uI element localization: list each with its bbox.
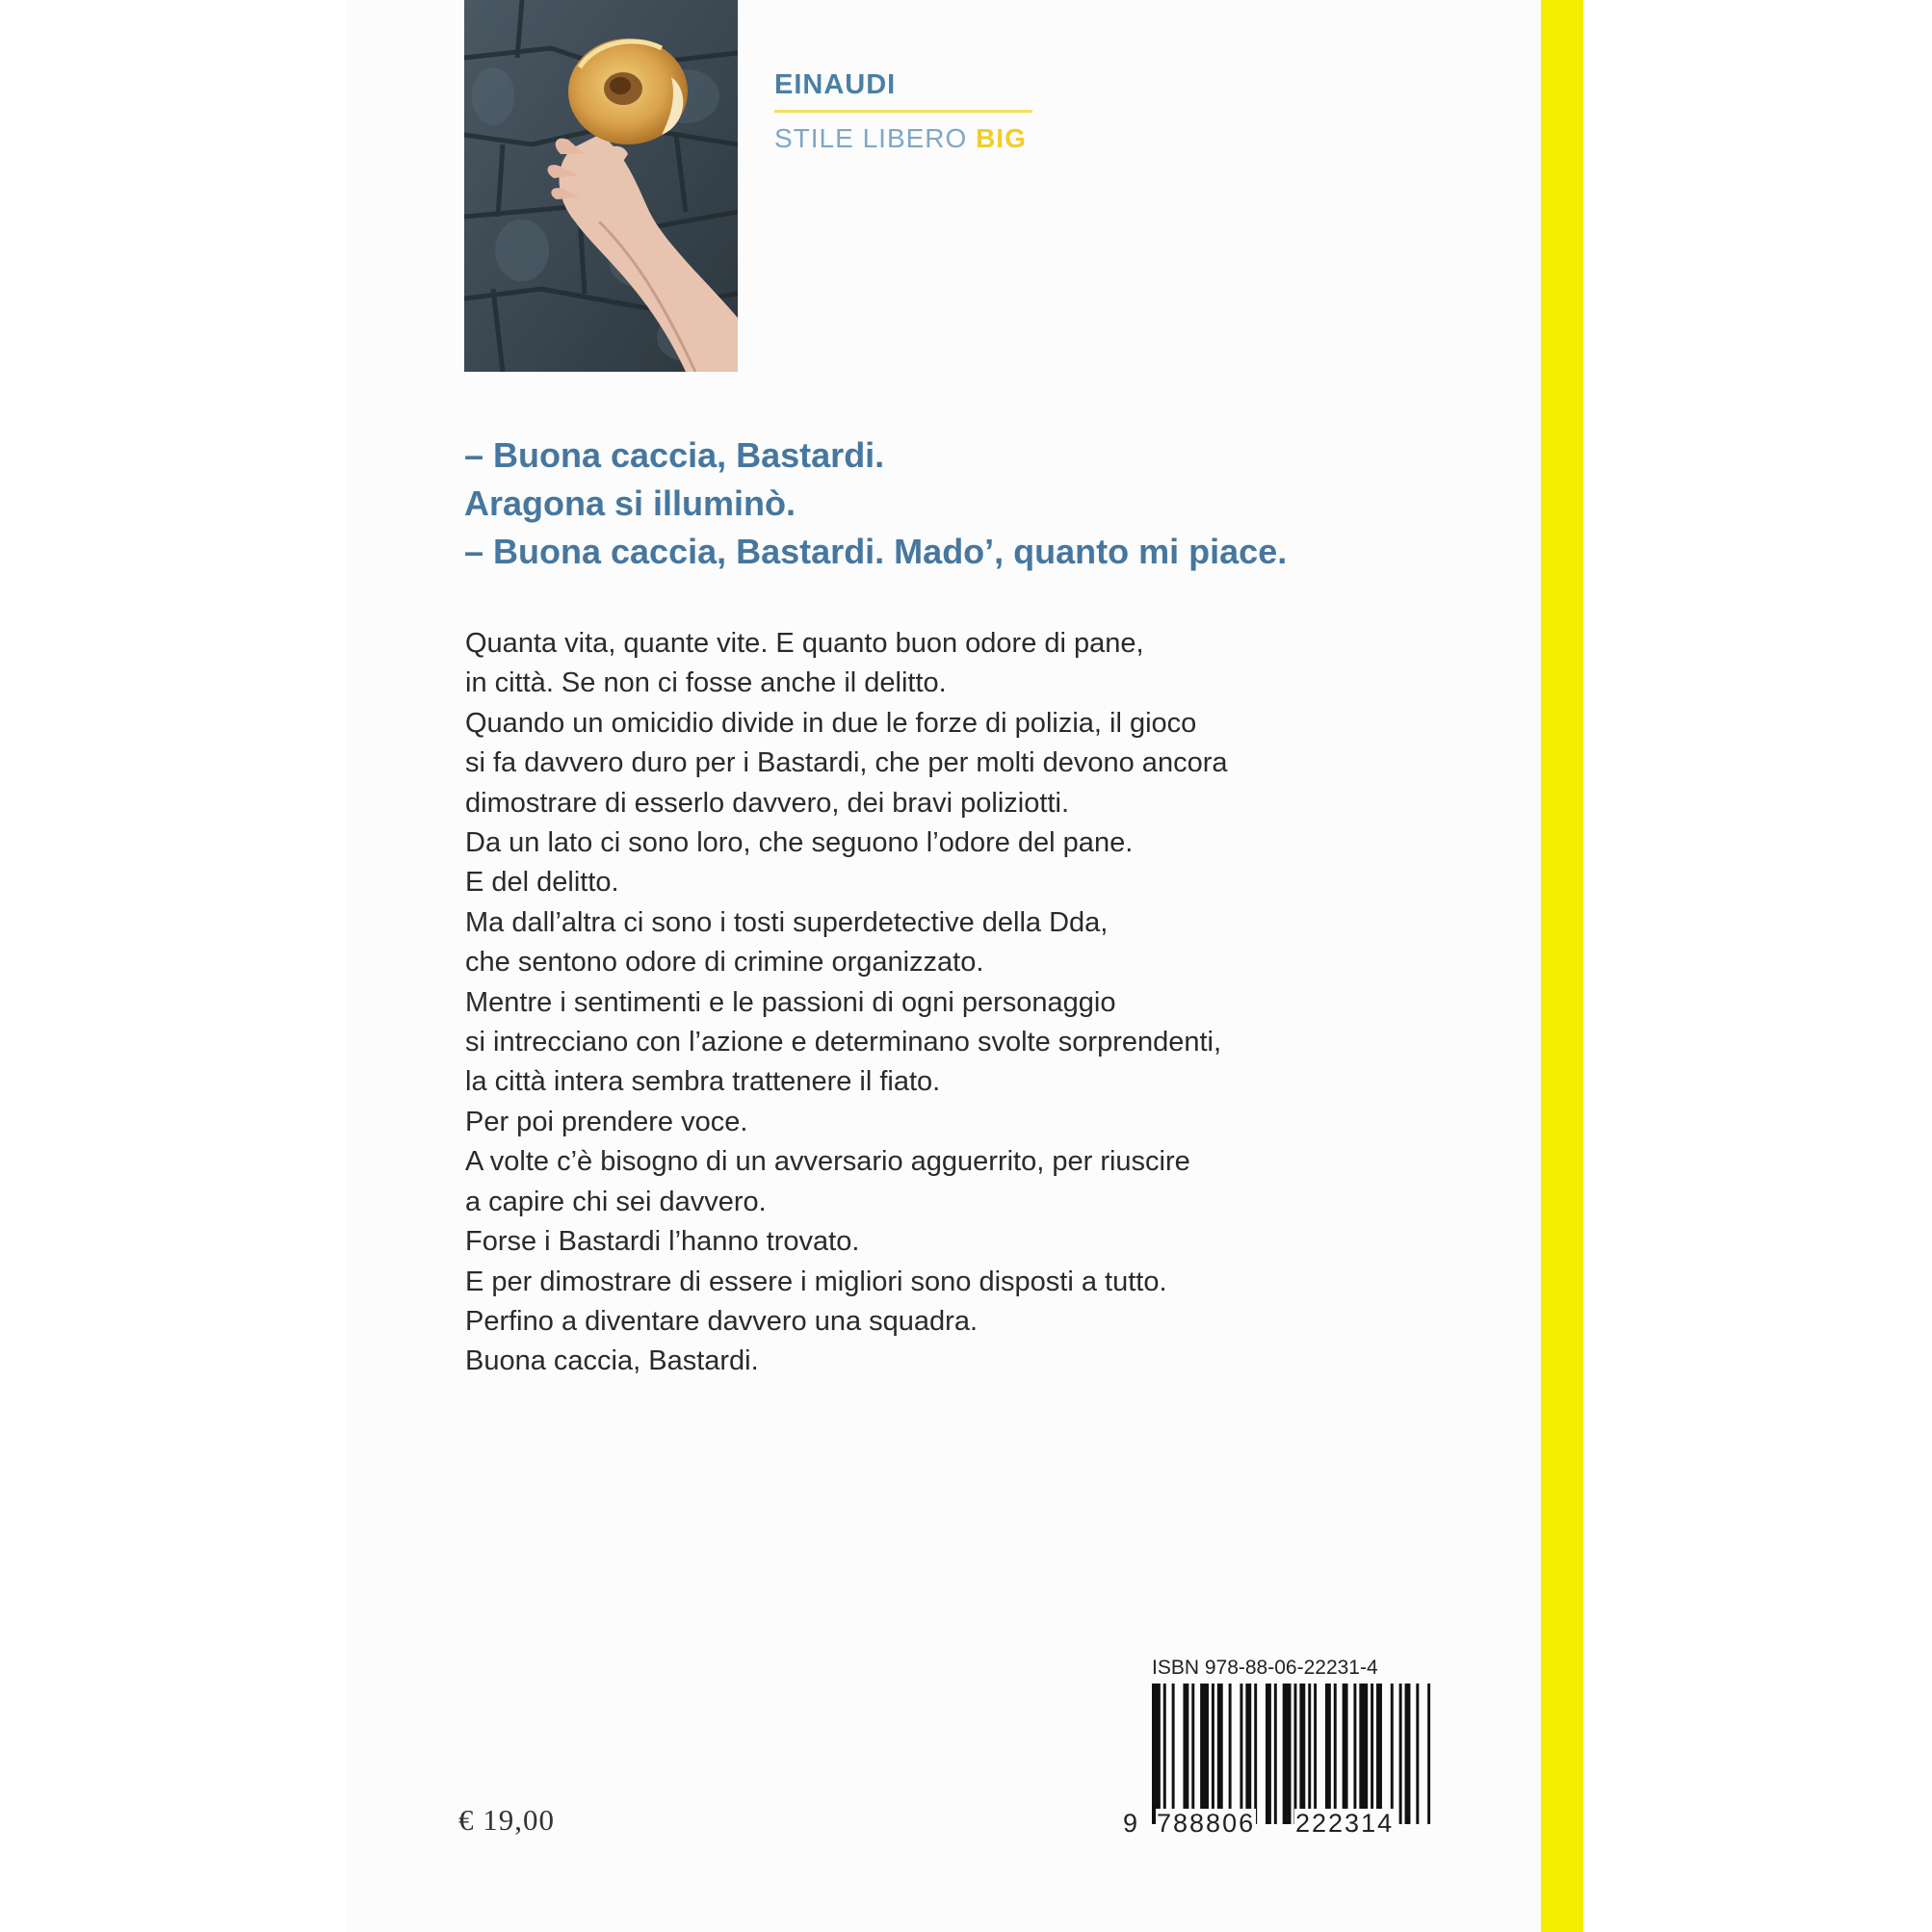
blurb-line: dimostrare di esserlo davvero, dei bravi poliziotti. xyxy=(465,787,1069,819)
blurb-text xyxy=(465,624,1525,1382)
photo-hand-bread-icon xyxy=(464,0,738,372)
blurb-line: Perfino a diventare davvero una squadra. xyxy=(465,1305,979,1337)
blurb-line: Mentre i sentimenti e le passioni di ogni personaggio xyxy=(465,986,1116,1018)
barcode-digits-right: 222314 xyxy=(1295,1809,1395,1838)
blurb-line: Quanta vita, quante vite. E quanto buon odore di pane, xyxy=(465,628,1144,659)
series-label: STILE LIBERO xyxy=(774,123,968,153)
barcode-digit-first: 9 xyxy=(1123,1809,1140,1838)
blurb-line: Da un lato ci sono loro, che seguono l’odore del pane. xyxy=(465,827,1134,859)
blurb-line: Forse i Bastardi l’hanno trovato. xyxy=(465,1226,860,1258)
blurb-line: a capire chi sei davvero. xyxy=(465,1186,767,1217)
blurb-line: Per poi prendere voce. xyxy=(465,1106,748,1137)
blurb-line: la città intera sembra trattenere il fiato. xyxy=(465,1066,941,1098)
series-tag: BIG xyxy=(976,123,1027,153)
quote-line: – Buona caccia, Bastardi. xyxy=(464,435,885,475)
quote-line: Aragona si illuminò. xyxy=(464,483,796,523)
publisher-rule xyxy=(774,110,1032,113)
blurb-line: A volte c’è bisogno di un avversario agguerrito, per riuscire xyxy=(465,1146,1190,1178)
blurb-line: che sentono odore di crimine organizzato. xyxy=(465,947,984,979)
quote-line: – Buona caccia, Bastardi. Mado’, quanto mi piace. xyxy=(464,532,1288,571)
publisher-block xyxy=(774,67,1034,155)
blurb-line: Ma dall’altra ci sono i tosti superdetective della Dda, xyxy=(465,906,1109,938)
isbn-label: ISBN 978-88-06-22231-4 xyxy=(1152,1657,1378,1679)
price-label: € 19,00 xyxy=(458,1803,555,1837)
blurb-line: E del delitto. xyxy=(465,867,619,899)
barcode-digits-left: 788806 xyxy=(1157,1809,1256,1838)
blurb-line: E per dimostrare di essere i migliori sono disposti a tutto. xyxy=(465,1266,1167,1297)
yellow-spine-strip xyxy=(1541,0,1583,1932)
blurb-line: Buona caccia, Bastardi. xyxy=(465,1345,759,1377)
blurb-line: in città. Se non ci fosse anche il delitto. xyxy=(465,667,947,699)
blurb-line: si intrecciano con l’azione e determinano svolte sorprendenti, xyxy=(465,1027,1222,1058)
publisher-name: EINAUDI xyxy=(774,69,897,100)
blurb-line: Quando un omicidio divide in due le forze di polizia, il gioco xyxy=(465,707,1197,739)
series-name xyxy=(774,122,1034,155)
blurb-line: si fa davvero duro per i Bastardi, che per molti devono ancora xyxy=(465,747,1228,779)
quote-block xyxy=(464,431,1533,576)
cover-photo xyxy=(464,0,738,372)
